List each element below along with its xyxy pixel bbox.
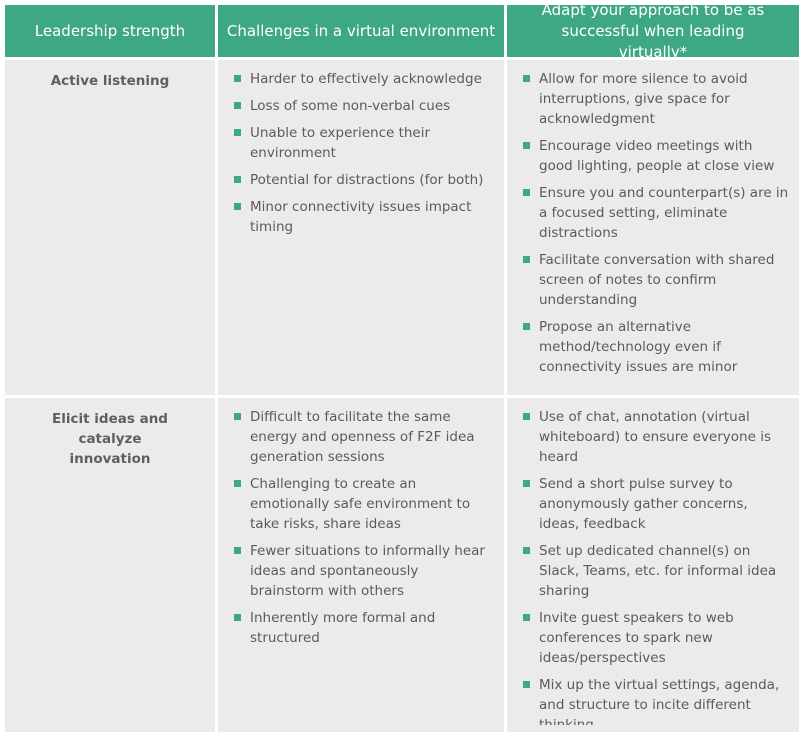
list-item: Use of chat, annotation (virtual whiteboard) to ensure everyone is heard (521, 407, 789, 467)
list-item: Encourage video meetings with good lighting, people at close view (521, 136, 789, 176)
list-item: Propose an alternative method/technology even if connectivity issues are minor (521, 317, 789, 377)
list-item: Send a short pulse survey to anonymously gather concerns, ideas, feedback (521, 474, 789, 534)
row-challenges-active-listening (218, 60, 504, 395)
row-strength-elicit-ideas: Elicit ideas and catalyze innovation (5, 398, 215, 730)
next-row-cell (5, 725, 215, 732)
row-adaptations-active-listening (507, 60, 799, 395)
next-row-cell (507, 725, 799, 732)
next-row-cell (218, 725, 504, 732)
list-item: Loss of some non-verbal cues (232, 96, 494, 116)
header-challenges: Challenges in a virtual environment (218, 5, 504, 57)
adaptations-list (507, 60, 799, 377)
adaptations-list (507, 398, 799, 735)
leadership-table (5, 0, 800, 730)
list-item: Mix up the virtual settings, agenda, and structure to incite different (521, 675, 789, 735)
list-item: Challenging to create an emotionally safe environment to take risks, share ideas (232, 474, 494, 534)
list-item: Minor connectivity issues impact timing (232, 197, 494, 237)
list-item: Inherently more formal and structured (232, 608, 494, 648)
header-adapt-approach: Adapt your approach to be as successful when leading virtually* (507, 5, 799, 57)
list-item: Fewer situations to informally hear ideas and spontaneously brainstorm with others (232, 541, 494, 601)
list-item: Invite guest speakers to web conferences to spark new ideas/perspectives (521, 608, 789, 668)
challenges-list (218, 398, 504, 648)
header-leadership-strength: Leadership strength (5, 5, 215, 57)
next-row-strip (5, 725, 800, 732)
list-item: Facilitate conversation with shared screen of notes to confirm understanding (521, 250, 789, 310)
list-item: Potential for distractions (for both) (232, 170, 494, 190)
list-item: Unable to experience their environment (232, 123, 494, 163)
list-item: Difficult to facilitate the same energy and openness of F2F idea generation sessions (232, 407, 494, 467)
list-item: Harder to effectively acknowledge (232, 69, 494, 89)
row-adaptations-elicit-ideas (507, 398, 799, 730)
row-strength-active-listening: Active listening (5, 60, 215, 395)
list-item: Allow for more silence to avoid interruptions, give space for acknowledgment (521, 69, 789, 129)
list-item: Set up dedicated channel(s) on Slack, Teams, etc. for informal idea sharing (521, 541, 789, 601)
challenges-list (218, 60, 504, 237)
row-challenges-elicit-ideas (218, 398, 504, 730)
list-item: Ensure you and counterpart(s) are in a focused setting, eliminate distractions (521, 183, 789, 243)
